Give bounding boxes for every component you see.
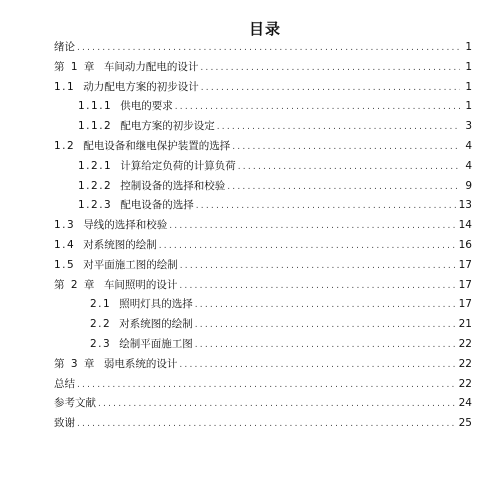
- toc-entry[interactable]: [54, 59, 472, 79]
- toc-entry[interactable]: [54, 138, 472, 158]
- toc-entry-page: 22: [458, 357, 472, 370]
- toc-entry[interactable]: [54, 118, 472, 138]
- toc-entry-number: 2.1: [90, 298, 112, 311]
- toc-entry[interactable]: [54, 197, 472, 217]
- toc-entry-title: 致谢: [54, 417, 75, 430]
- dot-leader: [77, 43, 460, 53]
- toc-entry-title: 对系统图的绘制: [119, 318, 193, 331]
- dot-leader: [77, 419, 457, 429]
- dot-leader: [195, 300, 457, 310]
- toc-entry-page: 17: [458, 298, 472, 311]
- toc-entry-page: 16: [458, 238, 472, 251]
- toc-entry-title: 动力配电方案的初步设计: [83, 80, 199, 93]
- toc-entry[interactable]: [54, 237, 472, 257]
- toc-entry-page: 17: [458, 278, 472, 291]
- toc-entry-page: 1: [465, 60, 472, 73]
- toc-entry-page: 4: [465, 139, 472, 152]
- toc-entry-title: 配电设备和继电保护装置的选择: [83, 139, 231, 152]
- toc-entry-title: 车间照明的设计: [103, 278, 178, 291]
- toc-entry-title: 绘制平面施工图: [119, 337, 193, 350]
- toc-entry-title: 导线的选择和校验: [83, 219, 168, 232]
- page-title: 目录: [248, 20, 281, 38]
- toc-entry[interactable]: [54, 415, 472, 435]
- toc-entry-page: 17: [458, 258, 472, 271]
- toc-entry-title: 车间动力配电的设计: [103, 60, 199, 73]
- toc-entry-number: 第 2 章: [54, 278, 96, 291]
- dot-leader: [179, 360, 456, 370]
- toc-entry-number: 1.1.1: [78, 100, 113, 113]
- toc-entry-page: 25: [458, 417, 472, 430]
- toc-entry-title: 供电的要求: [120, 100, 173, 113]
- toc-entry[interactable]: [54, 79, 472, 99]
- dot-leader: [227, 182, 460, 192]
- toc-entry[interactable]: [54, 257, 472, 277]
- toc-entry-number: 1.4: [54, 238, 76, 251]
- toc-entry[interactable]: [54, 336, 472, 356]
- dot-leader: [238, 162, 460, 172]
- toc-entry-title: 对系统图的绘制: [83, 238, 157, 251]
- toc-entry-page: 24: [458, 397, 472, 410]
- toc-entry[interactable]: [54, 39, 472, 59]
- toc-entry-number: 1.2.3: [78, 199, 113, 212]
- toc-entry-page: 4: [465, 159, 472, 172]
- toc-entry-title: 对平面施工图的绘制: [83, 258, 178, 271]
- toc-entry[interactable]: [54, 98, 472, 118]
- toc-entry-title: 计算给定负荷的计算负荷: [120, 159, 236, 172]
- toc-entry[interactable]: [54, 277, 472, 297]
- toc-entry[interactable]: [54, 217, 472, 237]
- dot-leader: [169, 221, 456, 231]
- toc-entry[interactable]: [54, 158, 472, 178]
- toc-entry-title: 配电方案的初步设定: [120, 120, 215, 133]
- toc-entry-page: 1: [465, 80, 472, 93]
- toc-entry-number: 1.2.1: [78, 159, 113, 172]
- toc-entry-title: 照明灯具的选择: [119, 298, 193, 311]
- toc-entry[interactable]: [54, 296, 472, 316]
- toc-entry-number: 2.3: [90, 337, 112, 350]
- toc-entry-page: 1: [465, 100, 472, 113]
- toc-entry-page: 9: [465, 179, 472, 192]
- toc-entry-page: 22: [458, 377, 472, 390]
- dot-leader: [175, 102, 460, 112]
- toc-entry-number: 1.1.2: [78, 120, 113, 133]
- dot-leader: [195, 320, 457, 330]
- toc-entry-number: 第 1 章: [54, 60, 96, 73]
- dot-leader: [232, 142, 460, 152]
- toc-entry-number: 1.2: [54, 139, 76, 152]
- toc-entry-number: 1.3: [54, 219, 76, 232]
- dot-leader: [77, 380, 457, 390]
- toc-entry-number: 第 3 章: [54, 357, 96, 370]
- dot-leader: [98, 399, 457, 409]
- toc-entry-number: 1.5: [54, 258, 76, 271]
- toc-entry-title: 控制设备的选择和校验: [120, 179, 226, 192]
- toc-entry-title: 总结: [54, 377, 75, 390]
- toc-entry-page: 14: [458, 219, 472, 232]
- dot-leader: [200, 63, 460, 73]
- dot-leader: [201, 83, 460, 93]
- toc-entry-number: 2.2: [90, 318, 112, 331]
- dot-leader: [179, 281, 456, 291]
- toc-entry-title: 参考文献: [54, 397, 96, 410]
- toc-entry[interactable]: [54, 395, 472, 415]
- toc-entry-page: 3: [465, 120, 472, 133]
- dot-leader: [195, 340, 457, 350]
- toc-entry[interactable]: [54, 316, 472, 336]
- toc-entry[interactable]: [54, 356, 472, 376]
- toc-entry-title: 弱电系统的设计: [103, 357, 178, 370]
- dot-leader: [196, 201, 457, 211]
- dot-leader: [159, 241, 457, 251]
- toc-entry-title: 配电设备的选择: [120, 199, 194, 212]
- toc-entry-page: 22: [458, 337, 472, 350]
- dot-leader: [217, 122, 460, 132]
- toc-entry-page: 13: [458, 199, 472, 212]
- toc-entry-number: 1.2.2: [78, 179, 113, 192]
- toc-entry-number: 1.1: [54, 80, 76, 93]
- toc-entry-page: 1: [465, 41, 472, 53]
- dot-leader: [180, 261, 457, 271]
- toc-entry-title: 绪论: [54, 41, 75, 53]
- toc-entry-page: 21: [458, 318, 472, 331]
- table-of-contents: [54, 39, 472, 435]
- toc-entry[interactable]: [54, 178, 472, 198]
- toc-entry[interactable]: [54, 376, 472, 396]
